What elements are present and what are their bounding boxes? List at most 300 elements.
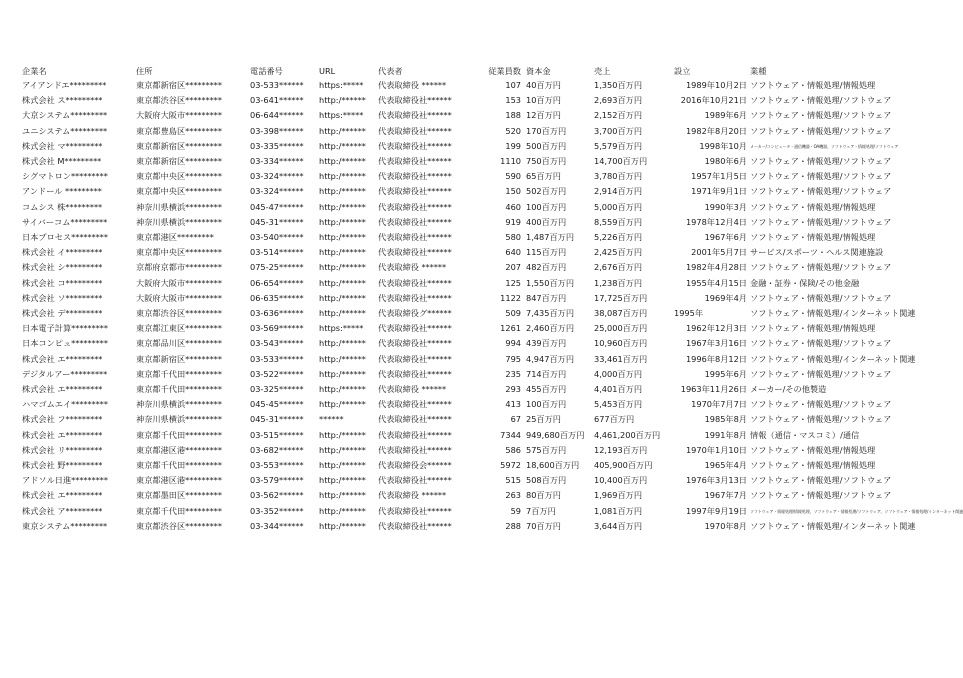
- cell-industry: ソフトウェア・情報処理/ソフトウェア: [750, 414, 892, 425]
- cell-company-name: 株式会社 エ*********: [22, 384, 103, 395]
- cell-company-name: 株式会社 デ*********: [22, 308, 103, 319]
- cell-industry: ソフトウェア・情報処理/ソフトウェア: [750, 399, 892, 410]
- cell-phone: 045-31******: [250, 414, 304, 425]
- cell-phone: 03-335******: [250, 140, 304, 151]
- cell-company-name: 大京システム*********: [22, 110, 108, 121]
- cell-company-name: 株式会社 エ*********: [22, 429, 103, 440]
- cell-representative: 代表取締役社******: [378, 429, 452, 440]
- cell-phone: 03-682******: [250, 444, 304, 455]
- cell-employees: 590: [505, 171, 521, 182]
- cell-phone: 06-635******: [250, 292, 304, 303]
- cell-employees: 520: [505, 125, 521, 136]
- cell-established: 1967年7月: [704, 490, 747, 501]
- cell-address: 神奈川県横浜*********: [136, 399, 222, 410]
- cell-capital: 502百万円: [526, 186, 567, 197]
- cell-phone: 03-325******: [250, 384, 304, 395]
- cell-url: http:/******: [319, 277, 366, 288]
- cell-company-name: デジタルアー*********: [22, 368, 108, 379]
- cell-company-name: 日本電子計算*********: [22, 323, 108, 334]
- cell-industry: ソフトウェア・情報処理/ソフトウェア: [750, 171, 892, 182]
- cell-capital: 1,550百万円: [526, 277, 575, 288]
- cell-representative: 代表取締役グ******: [378, 308, 452, 319]
- cell-company-name: 日本コンピュ*********: [22, 338, 108, 349]
- cell-address: 東京都新宿区*********: [136, 140, 222, 151]
- cell-employees: 207: [505, 262, 521, 273]
- cell-established: 1997年9月19日: [685, 505, 747, 516]
- cell-sales: 2,152百万円: [594, 110, 643, 121]
- cell-url: http:/******: [319, 475, 366, 486]
- cell-capital: 714百万円: [526, 368, 567, 379]
- company-list-sheet: [22, 64, 963, 534]
- cell-url: http:/******: [319, 292, 366, 303]
- cell-phone: 03-569******: [250, 323, 304, 334]
- header-company-name: 企業名: [22, 66, 47, 76]
- cell-sales: 1,081百万円: [594, 505, 643, 516]
- cell-employees: 994: [505, 338, 521, 349]
- cell-company-name: 株式会社 イ*********: [22, 247, 103, 258]
- cell-employees: 515: [505, 475, 521, 486]
- header-url: URL: [319, 66, 336, 76]
- cell-representative: 代表取締役社******: [378, 216, 452, 227]
- cell-phone: 045-45******: [250, 399, 304, 410]
- cell-address: 東京都千代田*********: [136, 429, 222, 440]
- cell-company-name: 東京システム*********: [22, 520, 108, 531]
- cell-address: 大阪府大阪市*********: [136, 292, 222, 303]
- cell-established: 1971年9月1日: [691, 186, 747, 197]
- cell-representative: 代表取締役社******: [378, 292, 452, 303]
- cell-address: 東京都中央区*********: [136, 186, 222, 197]
- cell-company-name: 株式会社 M*********: [22, 156, 102, 167]
- cell-url: http:/******: [319, 186, 366, 197]
- cell-established: 1970年1月10日: [685, 444, 747, 455]
- cell-established: 1998年10月: [699, 140, 747, 151]
- cell-address: 東京都千代田*********: [136, 505, 222, 516]
- company-table: [22, 64, 963, 534]
- table-row: [22, 428, 938, 443]
- cell-established: 1989年10月2日: [685, 80, 747, 90]
- cell-url: http:/******: [319, 140, 366, 151]
- cell-capital: 10百万円: [526, 95, 561, 106]
- cell-established: 1996年8月12日: [685, 353, 747, 364]
- cell-sales: 12,193百万円: [594, 444, 648, 455]
- cell-address: 東京都新宿区*********: [136, 80, 222, 90]
- cell-industry: ソフトウェア・情報処理/ソフトウェア: [750, 156, 892, 167]
- cell-employees: 263: [505, 490, 521, 501]
- cell-industry: ソフトウェア・情報処理/ソフトウェア: [750, 110, 892, 121]
- cell-industry: ソフトウェア・情報処理/ソフトウェア: [750, 490, 892, 501]
- table-row: [22, 352, 938, 367]
- cell-employees: 107: [505, 80, 521, 90]
- cell-sales: 8,559百万円: [594, 216, 643, 227]
- cell-industry: ソフトウェア・情報処理/ソフトウェア: [750, 368, 892, 379]
- cell-representative: 代表取締役社******: [378, 125, 452, 136]
- cell-url: http:/******: [319, 247, 366, 258]
- cell-address: 大阪府大阪市*********: [136, 277, 222, 288]
- cell-established: 1965年4月: [704, 460, 747, 471]
- cell-industry: ソフトウェア・情報処理/ソフトウェア: [750, 125, 892, 136]
- cell-phone: 03-514******: [250, 247, 304, 258]
- cell-phone: 045-47******: [250, 201, 304, 212]
- cell-address: 神奈川県横浜*********: [136, 201, 222, 212]
- cell-industry: ソフトウェア・情報処理/情報処理: [750, 232, 876, 243]
- cell-employees: 460: [505, 201, 521, 212]
- cell-sales: 10,400百万円: [594, 475, 648, 486]
- cell-representative: 代表取締役社******: [378, 520, 452, 531]
- cell-company-name: 株式会社 ア*********: [22, 505, 103, 516]
- cell-url: https:*****: [319, 323, 364, 334]
- table-row: [22, 473, 938, 488]
- table-row: [22, 245, 938, 260]
- cell-sales: 1,238百万円: [594, 277, 643, 288]
- cell-address: 東京都千代田*********: [136, 384, 222, 395]
- cell-sales: 2,425百万円: [594, 247, 643, 258]
- cell-url: http:/******: [319, 338, 366, 349]
- cell-sales: 3,700百万円: [594, 125, 643, 136]
- cell-employees: 59: [510, 505, 521, 516]
- cell-representative: 代表取締役社******: [378, 95, 452, 106]
- cell-phone: 03-515******: [250, 429, 304, 440]
- cell-representative: 代表取締役 ******: [378, 384, 447, 395]
- cell-industry: ソフトウェア・情報処理/ソフトウェア: [750, 216, 892, 227]
- cell-established: 1985年8月: [704, 414, 747, 425]
- cell-industry: メーカー/コンピュータ・通信機器・OA機器、ソフトウェア・情報処理/ソフトウェア: [750, 143, 899, 149]
- cell-company-name: ユニシステム*********: [22, 125, 108, 136]
- cell-industry: ソフトウェア・情報処理/ソフトウェア: [750, 95, 892, 106]
- cell-url: http:/******: [319, 125, 366, 136]
- cell-address: 東京都新宿区*********: [136, 353, 222, 364]
- cell-capital: 7,435百万円: [526, 308, 575, 319]
- cell-url: http:/******: [319, 171, 366, 182]
- cell-industry: ソフトウェア・情報処理/ソフトウェア: [750, 338, 892, 349]
- header-established: 設立: [674, 66, 691, 76]
- cell-established: 1995年: [674, 308, 704, 319]
- cell-established: 1990年3月: [704, 201, 747, 212]
- cell-employees: 640: [505, 247, 521, 258]
- cell-industry: ソフトウェア・情報処理/情報処理: [750, 80, 876, 90]
- cell-sales: 10,960百万円: [594, 338, 648, 349]
- table-row: [22, 367, 938, 382]
- cell-address: 東京都港区港*********: [136, 475, 222, 486]
- cell-representative: 代表取締役社******: [378, 338, 452, 349]
- cell-representative: 代表取締役社******: [378, 353, 452, 364]
- cell-capital: 170百万円: [526, 125, 567, 136]
- cell-sales: 38,087百万円: [594, 308, 648, 319]
- cell-phone: 03-553******: [250, 460, 304, 471]
- cell-phone: 03-533******: [250, 80, 304, 90]
- cell-established: 2016年10月21日: [680, 95, 747, 106]
- cell-employees: 125: [505, 277, 521, 288]
- table-row: [22, 382, 938, 397]
- cell-company-name: 株式会社 リ*********: [22, 444, 103, 455]
- cell-url: http:/******: [319, 201, 366, 212]
- cell-capital: 455百万円: [526, 384, 567, 395]
- cell-address: 東京都港区*********: [136, 232, 214, 243]
- cell-company-name: アドソル日進*********: [22, 475, 108, 486]
- cell-capital: 949,680百万円: [526, 429, 585, 440]
- cell-sales: 2,693百万円: [594, 95, 643, 106]
- cell-url: https:*****: [319, 110, 364, 121]
- cell-employees: 150: [505, 186, 521, 197]
- cell-phone: 06-654******: [250, 277, 304, 288]
- cell-employees: 288: [505, 520, 521, 531]
- cell-established: 1980年6月: [704, 156, 747, 167]
- table-row: [22, 291, 938, 306]
- cell-address: 大阪府大阪市*********: [136, 110, 222, 121]
- cell-employees: 509: [505, 308, 521, 319]
- cell-industry: ソフトウェア・情報処理/情報処理: [750, 323, 876, 334]
- cell-industry: メーカー/その他製造: [750, 384, 827, 395]
- cell-capital: 100百万円: [526, 201, 567, 212]
- cell-phone: 03-324******: [250, 171, 304, 182]
- cell-industry: ソフトウェア・情報処理/ソフトウェア: [750, 292, 892, 303]
- cell-url: http:/******: [319, 505, 366, 516]
- cell-industry: ソフトウェア・情報処理/情報処理: [750, 460, 876, 471]
- cell-industry: サービス/スポーツ・ヘルス関連施設: [750, 247, 884, 258]
- cell-capital: 25百万円: [526, 414, 561, 425]
- cell-established: 2001年5月7日: [691, 247, 747, 258]
- cell-established: 1982年4月28日: [685, 262, 747, 273]
- cell-sales: 5,226百万円: [594, 232, 643, 243]
- cell-capital: 500百万円: [526, 140, 567, 151]
- cell-phone: 03-543******: [250, 338, 304, 349]
- cell-phone: 045-31******: [250, 216, 304, 227]
- table-row: [22, 230, 938, 245]
- cell-representative: 代表取締役社******: [378, 277, 452, 288]
- cell-capital: 439百万円: [526, 338, 567, 349]
- cell-url: http:/******: [319, 368, 366, 379]
- cell-representative: 代表取締役 ******: [378, 80, 447, 90]
- table-row: [22, 336, 938, 351]
- cell-representative: 代表取締役社******: [378, 186, 452, 197]
- cell-representative: 代表取締役社******: [378, 505, 452, 516]
- cell-established: 1955年4月15日: [685, 277, 747, 288]
- cell-employees: 795: [505, 353, 521, 364]
- header-phone: 電話番号: [250, 66, 283, 76]
- cell-established: 1978年12月4日: [685, 216, 747, 227]
- cell-representative: 代表取締役社******: [378, 247, 452, 258]
- cell-company-name: 株式会社 フ*********: [22, 414, 103, 425]
- table-row: [22, 139, 938, 154]
- cell-phone: 075-25******: [250, 262, 304, 273]
- header-industry: 業種: [750, 66, 767, 76]
- cell-sales: 2,676百万円: [594, 262, 643, 273]
- cell-phone: 03-641******: [250, 95, 304, 106]
- cell-url: ******: [319, 414, 344, 425]
- cell-sales: 3,644百万円: [594, 520, 643, 531]
- cell-sales: 4,461,200百万円: [594, 429, 661, 440]
- cell-capital: 100百万円: [526, 399, 567, 410]
- cell-address: 東京都渋谷区*********: [136, 95, 222, 106]
- cell-capital: 80百万円: [526, 490, 561, 501]
- cell-employees: 1122: [500, 292, 521, 303]
- cell-representative: 代表取締役社******: [378, 444, 452, 455]
- cell-representative: 代表取締役社******: [378, 399, 452, 410]
- cell-capital: 847百万円: [526, 292, 567, 303]
- table-row: [22, 93, 938, 108]
- cell-representative: 代表取締役社******: [378, 110, 452, 121]
- table-row: [22, 124, 938, 139]
- cell-phone: 03-334******: [250, 156, 304, 167]
- header-sales: 売上: [594, 66, 611, 76]
- table-row: [22, 397, 938, 412]
- cell-employees: 1110: [500, 156, 521, 167]
- table-row: [22, 321, 938, 336]
- cell-sales: 2,914百万円: [594, 186, 643, 197]
- cell-url: http:/******: [319, 520, 366, 531]
- cell-sales: 1,969百万円: [594, 490, 643, 501]
- cell-capital: 400百万円: [526, 216, 567, 227]
- cell-capital: 750百万円: [526, 156, 567, 167]
- cell-capital: 1,487百万円: [526, 232, 575, 243]
- cell-industry: ソフトウェア・情報処理/ソフトウェア: [750, 186, 892, 197]
- table-row: [22, 260, 938, 275]
- table-row: [22, 154, 938, 169]
- cell-industry: ソフトウェア・情報処理/情報処理、ソフトウェア・情報処理/ソフトウェア、ソフトウェア・情報処理/インターネット関連: [750, 508, 963, 514]
- cell-capital: 508百万円: [526, 475, 567, 486]
- cell-company-name: 日本プロセス*********: [22, 232, 108, 243]
- cell-employees: 580: [505, 232, 521, 243]
- cell-url: http:/******: [319, 399, 366, 410]
- cell-sales: 3,780百万円: [594, 171, 643, 182]
- cell-phone: 03-324******: [250, 186, 304, 197]
- cell-established: 1957年1月5日: [691, 171, 747, 182]
- cell-address: 東京都渋谷区*********: [136, 308, 222, 319]
- cell-company-name: 株式会社 エ*********: [22, 490, 103, 501]
- cell-capital: 70百万円: [526, 520, 561, 531]
- cell-established: 1970年7月7日: [691, 399, 747, 410]
- cell-url: http:/******: [319, 95, 366, 106]
- cell-sales: 4,401百万円: [594, 384, 643, 395]
- cell-sales: 4,000百万円: [594, 368, 643, 379]
- cell-address: 東京都千代田*********: [136, 368, 222, 379]
- table-row: [22, 519, 938, 534]
- cell-url: http:/******: [319, 232, 366, 243]
- cell-capital: 115百万円: [526, 247, 567, 258]
- cell-capital: 7百万円: [526, 505, 556, 516]
- table-row: [22, 443, 938, 458]
- cell-address: 東京都墨田区*********: [136, 490, 222, 501]
- cell-employees: 153: [505, 95, 521, 106]
- cell-phone: 03-540******: [250, 232, 304, 243]
- cell-address: 東京都千代田*********: [136, 460, 222, 471]
- cell-sales: 17,725百万円: [594, 292, 648, 303]
- cell-address: 東京都豊島区*********: [136, 125, 222, 136]
- cell-industry: 金融・証券・保険/その他金融: [750, 277, 860, 288]
- cell-sales: 33,461百万円: [594, 353, 648, 364]
- cell-company-name: 株式会社 シ*********: [22, 262, 103, 273]
- header-employees: 従業員数: [488, 66, 521, 76]
- cell-employees: 586: [505, 444, 521, 455]
- cell-employees: 188: [505, 110, 521, 121]
- cell-url: http:/******: [319, 429, 366, 440]
- cell-capital: 4,947百万円: [526, 353, 575, 364]
- cell-address: 京都府京都市*********: [136, 262, 222, 273]
- table-body: [22, 78, 963, 534]
- cell-capital: 2,460百万円: [526, 323, 575, 334]
- cell-url: http:/******: [319, 353, 366, 364]
- cell-phone: 03-522******: [250, 368, 304, 379]
- cell-established: 1991年8月: [704, 429, 747, 440]
- cell-sales: 1,350百万円: [594, 80, 643, 90]
- table-row: [22, 200, 938, 215]
- cell-sales: 25,000百万円: [594, 323, 648, 334]
- cell-industry: ソフトウェア・情報処理/情報処理: [750, 201, 876, 212]
- cell-established: 1963年11月26日: [680, 384, 747, 395]
- cell-company-name: 株式会社 エ*********: [22, 353, 103, 364]
- cell-established: 1969年4月: [704, 292, 747, 303]
- cell-address: 東京都中央区*********: [136, 247, 222, 258]
- table-row: [22, 169, 938, 184]
- header-representative: 代表者: [378, 66, 403, 76]
- cell-employees: 7344: [500, 429, 521, 440]
- cell-company-name: 株式会社 コ*********: [22, 277, 103, 288]
- cell-url: http:/******: [319, 460, 366, 471]
- cell-representative: 代表取締役社******: [378, 475, 452, 486]
- cell-sales: 677百万円: [594, 414, 635, 425]
- cell-sales: 5,453百万円: [594, 399, 643, 410]
- cell-sales: 14,700百万円: [594, 156, 648, 167]
- cell-address: 神奈川県横浜*********: [136, 216, 222, 227]
- cell-address: 東京都品川区*********: [136, 338, 222, 349]
- cell-url: http:/******: [319, 156, 366, 167]
- cell-capital: 65百万円: [526, 171, 561, 182]
- cell-employees: 235: [505, 368, 521, 379]
- cell-representative: 代表取締役社******: [378, 171, 452, 182]
- cell-established: 1970年8月: [704, 520, 747, 531]
- cell-industry: 情報（通信・マスコミ）/通信: [750, 429, 860, 440]
- table-row: [22, 108, 938, 123]
- cell-url: https:*****: [319, 80, 364, 90]
- cell-representative: 代表取締役社******: [378, 201, 452, 212]
- cell-employees: 5972: [500, 460, 521, 471]
- header-row: [22, 64, 938, 78]
- table-row: [22, 488, 938, 503]
- cell-employees: 919: [505, 216, 521, 227]
- cell-industry: ソフトウェア・情報処理/インターネット関連: [750, 353, 916, 364]
- cell-company-name: シグマトロン*********: [22, 171, 108, 182]
- cell-industry: ソフトウェア・情報処理/ソフトウェア: [750, 475, 892, 486]
- cell-representative: 代表取締役社******: [378, 414, 452, 425]
- cell-representative: 代表取締役 ******: [378, 490, 447, 501]
- cell-sales: 5,579百万円: [594, 140, 643, 151]
- cell-company-name: 株式会社 マ*********: [22, 140, 103, 151]
- cell-representative: 代表取締役社******: [378, 323, 452, 334]
- cell-representative: 代表取締役社******: [378, 368, 452, 379]
- cell-url: http:/******: [319, 384, 366, 395]
- cell-established: 1982年8月20日: [685, 125, 747, 136]
- cell-company-name: アンドール *********: [22, 186, 102, 197]
- cell-representative: 代表取締役 ******: [378, 262, 447, 273]
- cell-address: 東京都新宿区*********: [136, 156, 222, 167]
- cell-representative: 代表取締役社******: [378, 232, 452, 243]
- cell-phone: 03-533******: [250, 353, 304, 364]
- cell-url: http:/******: [319, 308, 366, 319]
- table-row: [22, 184, 938, 199]
- cell-established: 1995年6月: [704, 368, 747, 379]
- cell-industry: ソフトウェア・情報処理/ソフトウェア: [750, 262, 892, 273]
- cell-capital: 12百万円: [526, 110, 561, 121]
- cell-capital: 482百万円: [526, 262, 567, 273]
- cell-capital: 575百万円: [526, 444, 567, 455]
- cell-representative: 代表取締役会******: [378, 460, 452, 471]
- cell-established: 1967年3月16日: [685, 338, 747, 349]
- cell-employees: 1261: [500, 323, 521, 334]
- cell-phone: 06-644******: [250, 110, 304, 121]
- cell-company-name: ハマゴムエイ*********: [22, 399, 108, 410]
- table-row: [22, 215, 938, 230]
- table-row: [22, 276, 938, 291]
- cell-company-name: アイアンドエ*********: [22, 80, 107, 90]
